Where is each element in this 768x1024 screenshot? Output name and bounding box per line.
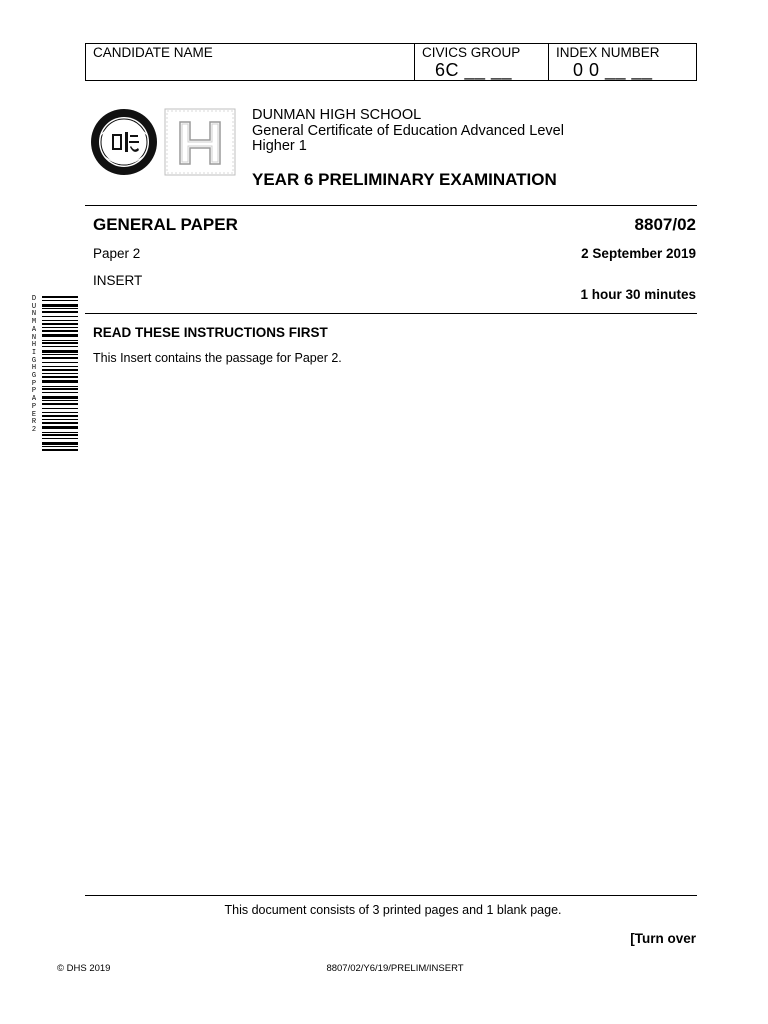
h-logo-icon bbox=[164, 108, 236, 176]
instructions-heading: READ THESE INSTRUCTIONS FIRST bbox=[93, 325, 328, 340]
instructions-text: This Insert contains the passage for Paper 2. bbox=[93, 351, 342, 365]
subject-title: GENERAL PAPER bbox=[93, 215, 238, 234]
school-name: DUNMAN HIGH SCHOOL bbox=[252, 107, 422, 123]
header-divider bbox=[85, 205, 697, 206]
index-number-label: INDEX NUMBER bbox=[556, 45, 660, 60]
index-number-cell[interactable] bbox=[548, 44, 696, 80]
paper-code: 8807/02 bbox=[634, 215, 696, 234]
instructions-divider bbox=[85, 313, 697, 314]
paper-type: INSERT bbox=[93, 273, 143, 288]
paper-number: Paper 2 bbox=[93, 246, 141, 261]
document-page-note: This document consists of 3 printed pages and 1 blank page. bbox=[224, 903, 562, 917]
certificate-name: General Certificate of Education Advanced Level bbox=[252, 122, 564, 139]
turn-over-note: [Turn over bbox=[630, 931, 696, 946]
exam-date: 2 September 2019 bbox=[581, 246, 696, 261]
exam-title: YEAR 6 PRELIMINARY EXAMINATION bbox=[252, 170, 557, 189]
barcode-text: D U N M A N H I G H G P P A P E R 2 bbox=[31, 295, 37, 434]
footer-divider bbox=[85, 895, 697, 896]
barcode-icon bbox=[42, 296, 78, 452]
candidate-name-cell[interactable] bbox=[86, 44, 414, 80]
candidate-info-table bbox=[85, 43, 697, 81]
civics-group-value: 6C __ __ bbox=[435, 60, 513, 80]
civics-group-cell[interactable] bbox=[414, 44, 548, 80]
reference-code: 8807/02/Y6/19/PRELIM/INSERT bbox=[326, 963, 464, 974]
school-info bbox=[252, 108, 564, 155]
index-number-value: 0 0 __ __ bbox=[573, 60, 653, 80]
school-crest-icon bbox=[90, 108, 158, 176]
civics-group-label: CIVICS GROUP bbox=[422, 45, 521, 60]
copyright-text: © DHS 2019 bbox=[57, 963, 111, 974]
exam-duration: 1 hour 30 minutes bbox=[580, 287, 696, 302]
candidate-name-label: CANDIDATE NAME bbox=[93, 45, 213, 60]
level-name: Higher 1 bbox=[252, 138, 307, 154]
